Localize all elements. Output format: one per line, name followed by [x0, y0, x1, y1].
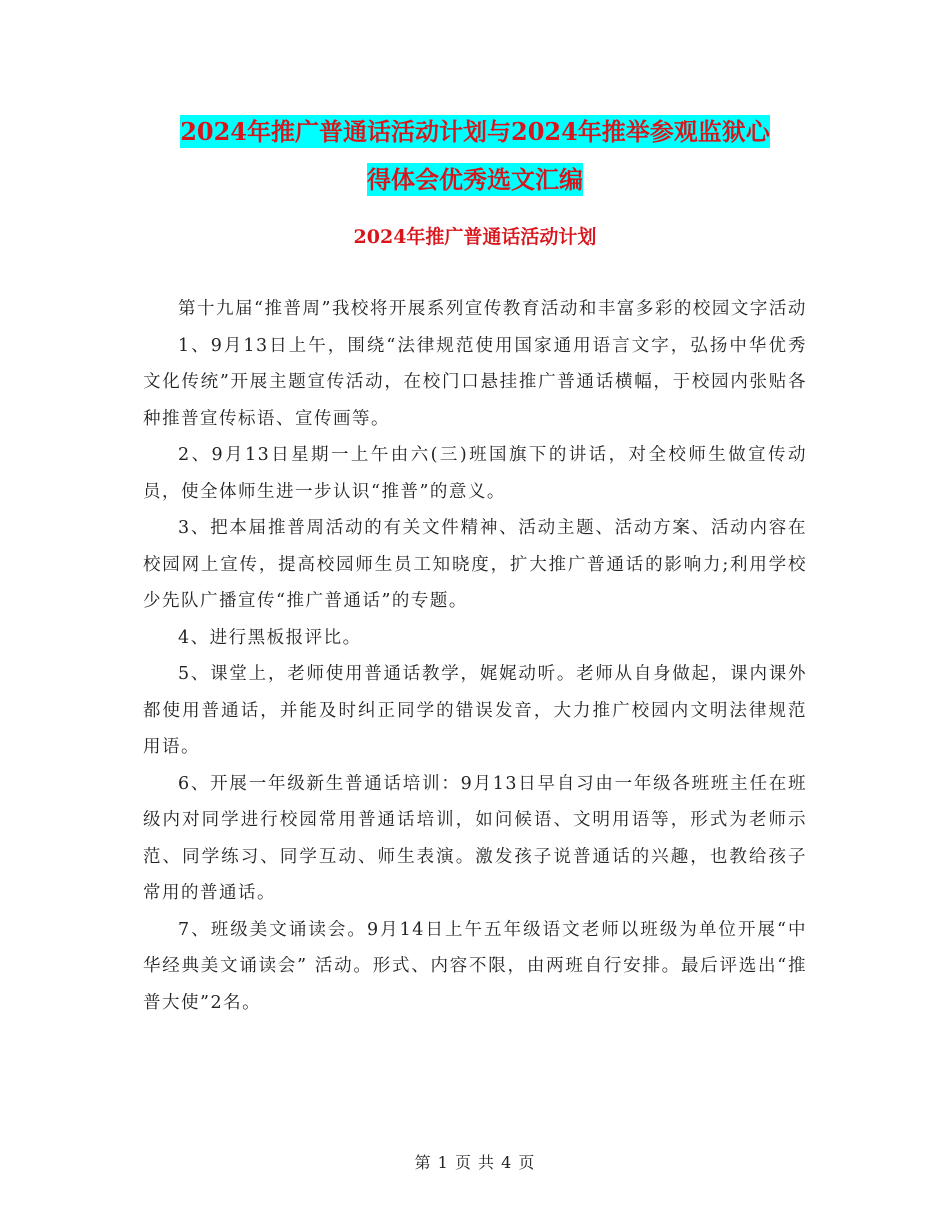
paragraph-item-7: 7、班级美文诵读会。9月14日上午五年级语文老师以班级为单位开展“中华经典美文诵读会” 活动。形式、内容不限，由两班自行安排。最后评选出“推普大使”2名。 [143, 919, 807, 1013]
paragraph-item-5: 5、课堂上，老师使用普通话教学，娓娓动听。老师从自身做起，课内课外都使用普通话，并能及时纠正同学的错误发音，大力推广校园内文明法律规范用语。 [143, 664, 807, 757]
paragraph-intro: 第十九届“推普周”我校将开展系列宣传教育活动和丰富多彩的校园文字活动 [178, 299, 807, 319]
paragraph-item-6: 6、开展一年级新生普通话培训：9月13日早自习由一年级各班班主任在班级内对同学进行校园常用普通话培训，如问候语、文明用语等，形式为老师示范、同学练习、同学互动、师生表演。激发孩子说普通话的兴趣，也教给孩子常用的普通话。 [143, 773, 807, 903]
document-body [143, 291, 807, 1021]
paragraph-item-4: 4、进行黑板报评比。 [178, 627, 362, 648]
paragraph-item-2: 2、9月13日星期一上午由六(三)班国旗下的讲话，对全校师生做宣传动员，使全体师生进一步认识“推普”的意义。 [143, 445, 807, 502]
paragraph-item-3: 3、把本届推普周活动的有关文件精神、活动主题、活动方案、活动内容在校园网上宣传，提高校园师生员工知晓度，扩大推广普通话的影响力;利用学校少先队广播宣传“推广普通话”的专题。 [143, 518, 807, 611]
section-title: 2024年推广普通话活动计划 [353, 226, 597, 248]
paragraph-item-1: 1、9月13日上午，围绕“法律规范使用国家通用语言文字，弘扬中华优秀文化传统”开展主题宣传活动，在校门口悬挂推广普通话横幅，于校园内张贴各种推普宣传标语、宣传画等。 [143, 335, 807, 429]
title-line-1: 2024年推广普通话活动计划与2024年推举参观监狱心 [180, 117, 770, 146]
document-title [0, 108, 950, 204]
title-line-2: 得体会优秀选文汇编 [367, 165, 583, 194]
page-footer: 第 1 页 共 4 页 [414, 1153, 536, 1172]
